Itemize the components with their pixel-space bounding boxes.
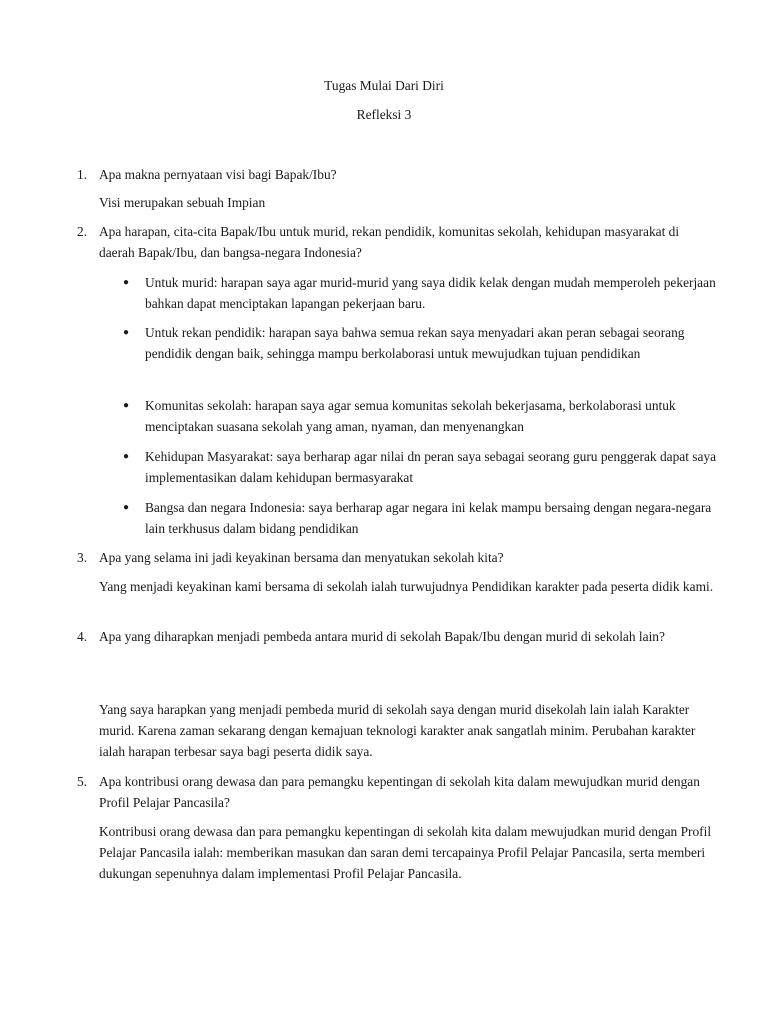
bullet-text: Untuk rekan pendidik: harapan saya bahwa semua rekan saya menyadari akan peran sebagai seorang pendidik dengan baik, sehingga mampu berkolaborasi untuk mewujudkan tujuan pendidikan: [145, 325, 685, 361]
question-number: 5.: [77, 774, 88, 789]
answer-text: Yang saya harapkan yang menjadi pembeda murid di sekolah saya dengan murid disekolah lain ialah Karakter murid. Karena zaman sekarang dengan kemajuan teknologi karakter anak sangatlah minim. Perubahan karakter ialah harapan terbesar saya bagi peserta didik saya.: [99, 702, 696, 759]
bullet-icon: ●: [123, 502, 130, 513]
bullet-text: Untuk murid: harapan saya agar murid-murid yang saya didik kelak dengan mudah memperoleh pekerjaan bahkan dapat menciptakan lapangan pekerjaan baru.: [145, 275, 716, 311]
document-title: Tugas Mulai Dari Diri: [324, 78, 444, 93]
document-subtitle: Refleksi 3: [356, 107, 412, 122]
question-text: Apa kontribusi orang dewasa dan para pemangku kepentingan di sekolah kita dalam mewujudkan murid dengan Profil Pelajar Pancasila?: [99, 774, 700, 810]
question-number: 4.: [77, 629, 88, 644]
question-text: Apa yang selama ini jadi keyakinan bersama dan menyatukan sekolah kita?: [99, 550, 504, 565]
bullet-icon: ●: [123, 451, 130, 462]
bullet-text: Bangsa dan negara Indonesia: saya berharap agar negara ini kelak mampu bersaing dengan negara-negara lain terkhusus dalam bidang pendidikan: [145, 500, 712, 536]
question-text: Apa harapan, cita-cita Bapak/Ibu untuk murid, rekan pendidik, komunitas sekolah, kehidupan masyarakat di daerah Bapak/Ibu, dan bangsa-negara Indonesia?: [99, 224, 680, 260]
answer-text: Yang menjadi keyakinan kami bersama di sekolah ialah turwujudnya Pendidikan karakter pada peserta didik kami.: [99, 579, 714, 594]
bullet-icon: ●: [123, 400, 130, 411]
answer-text: Kontribusi orang dewasa dan para pemangku kepentingan di sekolah kita dalam mewujudkan murid dengan Profil Pelajar Pancasila ialah: memberikan masukan dan saran demi tercapainya Profil Pelajar Pancasila, serta memberi dukungan sepenuhnya dalam implementasi Profil Pelajar Pancasila.: [99, 824, 712, 881]
bullet-text: Komunitas sekolah: harapan saya agar semua komunitas sekolah bekerjasama, berkolaborasi untuk menciptakan suasana sekolah yang aman, nyaman, dan menyenangkan: [145, 398, 676, 434]
bullet-text: Kehidupan Masyarakat: saya berharap agar nilai dn peran saya sebagai seorang guru penggerak dapat saya implementasikan dalam kehidupan bermasyarakat: [145, 449, 717, 485]
bullet-icon: ●: [123, 327, 130, 338]
bullet-icon: ●: [123, 277, 130, 288]
question-number: 3.: [77, 550, 88, 565]
question-text: Apa yang diharapkan menjadi pembeda antara murid di sekolah Bapak/Ibu dengan murid di sekolah lain?: [99, 629, 665, 644]
question-number: 2.: [77, 224, 88, 239]
answer-text: Visi merupakan sebuah Impian: [99, 195, 266, 210]
question-text: Apa makna pernyataan visi bagi Bapak/Ibu?: [99, 167, 337, 182]
question-number: 1.: [77, 167, 88, 182]
